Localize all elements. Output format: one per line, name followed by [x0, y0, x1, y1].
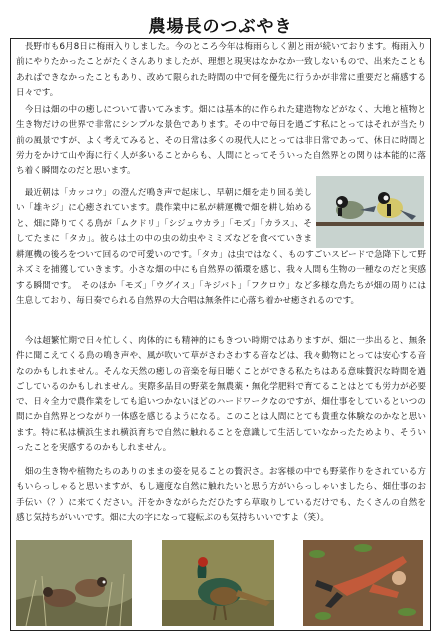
sparrows-photo [16, 540, 132, 626]
paragraph-birds-part1: 最近朝は「カッコウ」の澄んだ鳴き声で起床し、早朝に畑を走り回る美しい「雄キジ」に心癒されています。農作業中に私が耕運機で畑を耕し始めると、畑に降りてくる鳥が「ムクドリ」「シジュウカラ」「モズ」「カラス」、そしてたまに「タカ」。彼らは土の中の虫の幼虫やミミズなどを食べていきま [16, 188, 312, 244]
paragraph-rainy-season: 長野市も6月8日に梅雨入りしました。今のところ今年は梅雨らしく割と雨が続いております。梅雨入り前にやりたかったことがたくさんありましたが、理想と現実はなかなか一致しないもので、出来たこともあればできなかったこともあり、改めて限られた時間の中で何を優先に行うかが非常に重要だと痛感する日々です。 [16, 42, 426, 98]
paragraph-invitation: 畑の生き物や植物たちのありのままの姿を見ることの贅沢さ。お客様の中でも野菜作りをされている方もいらっしゃると思いますが、もし適度な自然に触れたいと思う方がいらっしゃいましたら、畑仕事のお手伝い（？）に来てください。汗をかきながらただひたすら草取りしているだけでも、たくさんの自然を感じ気持ちがいいです。畑に大の字になって寝転ぶのも気持ちいいですよ（笑）。 [16, 467, 426, 523]
great-tits-photo [316, 176, 424, 248]
farmer-resting-photo [303, 540, 423, 626]
pheasant-photo [162, 540, 274, 626]
paragraph-birds-part2: 耕運機の後ろをついて回るので可愛いのです。「タカ」は虫ではなく、ものすごいスピードで急降下して野ネズミを捕獲していきます。小さな畑の中にも自然界の循環を感じ、我々人間も生物の一種なのだと実感する瞬間です。 そのほか「モズ」「ウグイス」「キジバト」「フクロウ」など多様な鳥たちが畑の周りには生息しており、毎日奏でられる自然界の大合唱は無条件に心落ち着かせ癒されるのです。 [16, 250, 426, 306]
paragraph-busy-season: 今は超繁忙期で日々忙しく、肉体的にも精神的にもきつい時期ではありますが、畑に一歩出ると、無条件に聞こえてくる鳥の鳴き声や、風が吹いて草がさわさわする音などは、我々動物にとっては安心する音なのかもしれません。そんな天然の癒しの音楽を毎日聴くことができる私たちはある意味贅沢な時間を過ごしているのかもしれません。実際多品目の野菜を無農薬・無化学肥料で育てることはとても労力が必要で、日々全力で農作業をしても追いつかないほどのハードワークなのですが、畑仕事をしているといつの間にか自然界とつながり一体感を感じるようになる。このことは人間にとても貴重な体験なのかなと思います。特に私は横浜生まれ横浜育ちで自然に触れることを意識して生活していなかったためより、そういったことを実感するのかもしれません。 [16, 336, 426, 454]
paragraph-healing-in-field: 今日は畑の中の癒しについて書いてみます。畑には基本的に作られた建造物などがなく、大地と植物と生き物だけの世界で非常にシンプルな景色であります。その中で毎日を過ごす私にとってはそれが当たり前の風景ですが、よく考えてみると、その日常は多くの現代人にとっては非日常であって、休日に時間と労力をかけて山や海に行く人が多いることからも、人間にとってそういった自然界との関りは本能的に落ち着く瞬間なのだと思います。 [16, 105, 426, 177]
page-title: 農場長のつぶやき [148, 17, 293, 37]
